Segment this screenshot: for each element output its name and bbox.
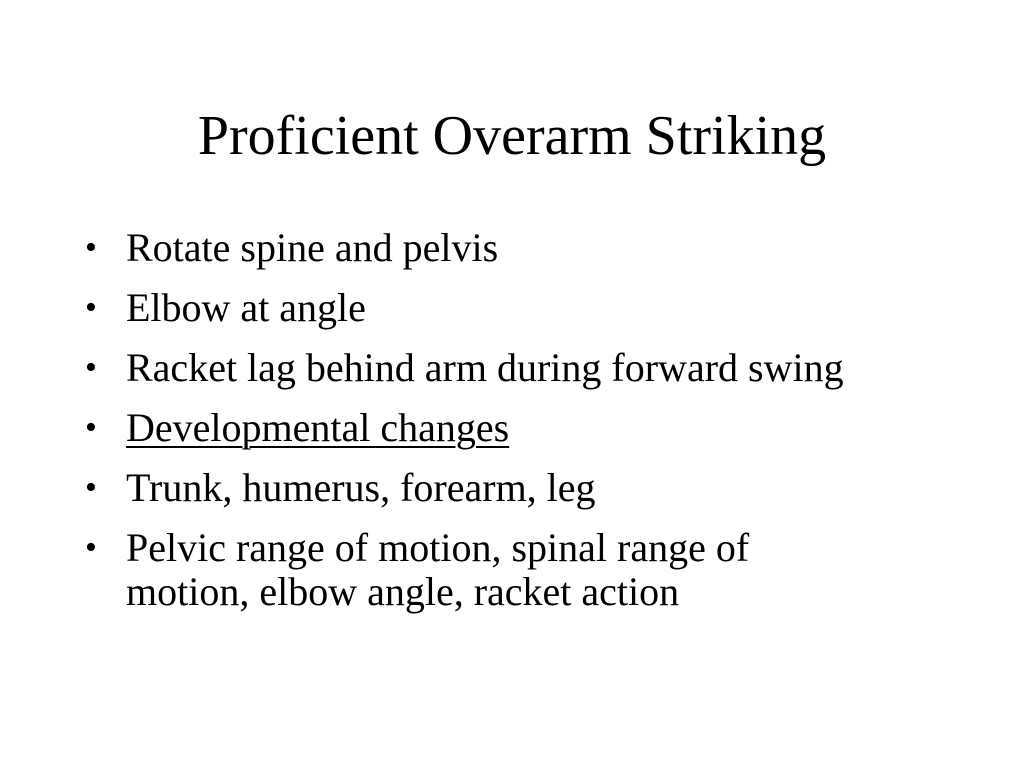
bullet-text: Trunk, humerus, forearm, leg — [126, 465, 596, 510]
bullet-point-icon: • — [85, 409, 97, 446]
bullet-text: Elbow at angle — [126, 285, 366, 330]
bullet-point-icon: • — [85, 229, 97, 266]
bullet-text: Pelvic range of motion, spinal range of motion, elbow angle, racket action — [126, 525, 750, 614]
bullet-item — [82, 526, 872, 614]
developmental-changes-link[interactable]: Developmental changes — [126, 405, 510, 450]
bullet-point-icon: • — [85, 529, 97, 566]
bullet-item — [82, 286, 872, 330]
bullet-list — [82, 226, 872, 630]
bullet-item — [82, 226, 872, 270]
bullet-text: Racket lag behind arm during forward swing — [126, 345, 844, 390]
slide-title: Proficient Overarm Striking — [197, 105, 827, 167]
bullet-item — [82, 466, 872, 510]
bullet-point-icon: • — [85, 469, 97, 506]
bullet-item — [82, 406, 872, 450]
bullet-item — [82, 346, 872, 390]
bullet-point-icon: • — [85, 289, 97, 326]
bullet-point-icon: • — [85, 349, 97, 386]
bullet-text: Rotate spine and pelvis — [126, 225, 499, 270]
